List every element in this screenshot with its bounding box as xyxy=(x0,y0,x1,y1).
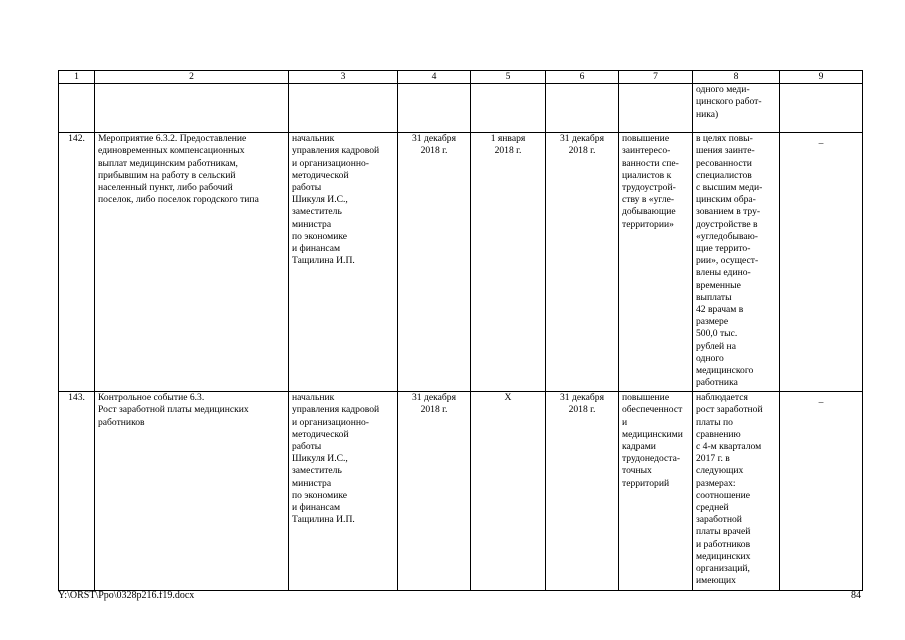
actual-result-cell: наблюдается рост заработной платы по сравнению с 4-м кварталом 2017 г. в следующих размерах: соотношение средней заработной платы врачей и работников медицинских организаций, имеющих xyxy=(693,392,780,591)
fact-date-cell: 31 декабря 2018 г. xyxy=(546,133,619,392)
header-cell: 4 xyxy=(398,71,471,84)
continuation-actual-cell: одного меди- цинского работ- ника) xyxy=(693,84,780,133)
table-row xyxy=(59,392,863,591)
table-row xyxy=(59,133,863,392)
header-cell: 6 xyxy=(546,71,619,84)
header-cell: 3 xyxy=(289,71,398,84)
note-cell xyxy=(780,133,863,392)
report-table xyxy=(58,70,863,591)
row-number: 143. xyxy=(59,392,95,591)
plan-date-cell: Х xyxy=(471,392,546,591)
start-date-cell: 31 декабря 2018 г. xyxy=(398,392,471,591)
continuation-row xyxy=(59,84,863,133)
header-cell: 8 xyxy=(693,71,780,84)
header-cell: 7 xyxy=(619,71,693,84)
event-cell: Контрольное событие 6.3. Рост заработной платы медицинских работников xyxy=(95,392,289,591)
expected-result-cell: повышение заинтересо- ванности спе- циалистов к трудоустрой- ству в «угле- добывающие территории» xyxy=(619,133,693,392)
fact-date-cell: 31 декабря 2018 г. xyxy=(546,392,619,591)
responsible-cell: начальник управления кадровой и организационно- методической работы Шикуля И.С., заместитель министра по экономике и финансам Тащилина И.П. xyxy=(289,133,398,392)
header-cell: 9 xyxy=(780,71,863,84)
header-cell: 1 xyxy=(59,71,95,84)
start-date-cell: 31 декабря 2018 г. xyxy=(398,133,471,392)
plan-date-cell: 1 января 2018 г. xyxy=(471,133,546,392)
note-dash: – xyxy=(818,138,824,150)
actual-result-cell: в целях повы- шения заинте- ресованности специалистов с высшим меди- цинским обра- зованием в тру- доустройстве в «угледобываю- щие террито- рии», осущест- влены едино- временные выплаты 42 врачам в размере 500,0 тыс. рублей на одного медицинского работника xyxy=(693,133,780,392)
file-path: Y:\ORST\Ppo\0328p216.f19.docx xyxy=(58,590,195,601)
header-cell: 5 xyxy=(471,71,546,84)
note-cell xyxy=(780,392,863,591)
page-number: 84 xyxy=(851,590,861,601)
note-dash: – xyxy=(818,397,824,409)
row-number: 142. xyxy=(59,133,95,392)
responsible-cell: начальник управления кадровой и организационно- методической работы Шикуля И.С., заместитель министра по экономике и финансам Тащилина И.П. xyxy=(289,392,398,591)
header-row xyxy=(59,71,863,84)
event-cell: Мероприятие 6.3.2. Предоставление единовременных компенсационных выплат медицинским работникам, прибывшим на работу в сельский населенный пункт, либо рабочий поселок, либо поселок городского типа xyxy=(95,133,289,392)
header-cell: 2 xyxy=(95,71,289,84)
expected-result-cell: повышение обеспеченност и медицинскими кадрами трудонедоста- точных территорий xyxy=(619,392,693,591)
